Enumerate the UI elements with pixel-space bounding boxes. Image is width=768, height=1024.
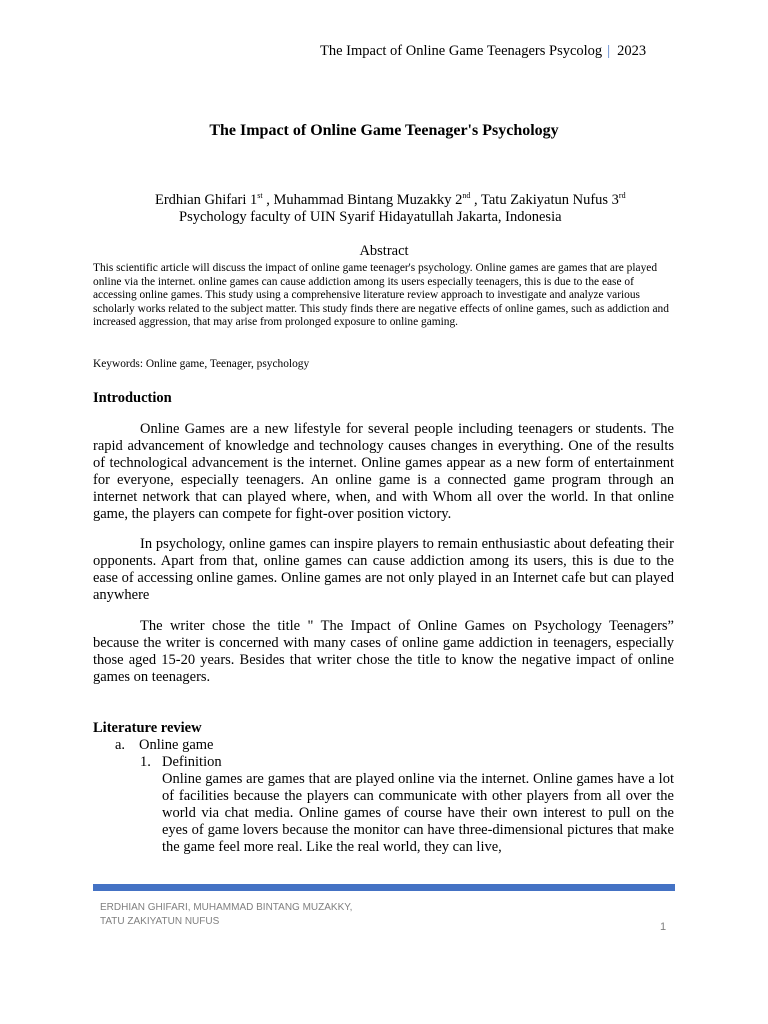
header-separator: | <box>607 43 611 59</box>
author-2-superscript: nd <box>462 191 471 201</box>
author-1: Erdhian Ghifari 1 <box>155 192 258 208</box>
definition-paragraph: Online games are games that are played online via the internet. Online games have a lot of facilities because the players can communicate with other players from all over the world via chat media. Online games of course have their own interest to pull on the eyes of game lovers because the monitor can have three-dimensional pictures that make the game feel more real. Like the real world, they can live, <box>162 771 674 856</box>
list-label-online-game: Online game <box>139 737 214 753</box>
keywords: Keywords: Online game, Teenager, psychology <box>93 358 310 370</box>
affiliation: Psychology faculty of UIN Syarif Hidayatullah Jakarta, Indonesia <box>179 209 562 225</box>
footer-authors-line-1: ERDHIAN GHIFARI, MUHAMMAD BINTANG MUZAKKY, <box>100 902 353 913</box>
literature-review-heading: Literature review <box>93 720 202 736</box>
list-marker-a: a. <box>115 737 126 753</box>
footer-authors <box>100 901 352 929</box>
paper-title: The Impact of Online Game Teenager's Psychology <box>209 122 559 139</box>
intro-paragraph-2: In psychology, online games can inspire players to remain enthusiastic about defeating their opponents. Apart from that, online games can cause addiction among its users, this is due to the ease of accessing online games. Online games are not only played in an Internet cafe but can played anywhere <box>93 536 674 604</box>
list-item-definition <box>140 754 222 771</box>
footer-authors-line-2: TATU ZAKIYATUN NUFUS <box>100 916 220 927</box>
page-number: 1 <box>660 921 667 933</box>
list-marker-1: 1. <box>140 754 151 770</box>
author-3-superscript: rd <box>618 191 626 201</box>
list-item-online-game <box>115 737 214 754</box>
running-header <box>320 43 675 63</box>
list-label-definition: Definition <box>162 754 222 770</box>
abstract-heading: Abstract <box>359 243 409 259</box>
author-list <box>155 192 626 209</box>
header-title: The Impact of Online Game Teenagers Psycolog <box>320 43 603 59</box>
intro-paragraph-3: The writer chose the title " The Impact of Online Games on Psychology Teenagers” because the writer is concerned with many cases of online game addiction in teenagers, especially those aged 15-20 years. Besides that writer chose the title to know the negative impact of online games on teenagers. <box>93 618 674 686</box>
author-2: , Muhammad Bintang Muzakky 2 <box>262 192 463 208</box>
author-3: , Tatu Zakiyatun Nufus 3 <box>470 192 619 208</box>
header-year: 2023 <box>617 43 647 59</box>
intro-paragraph-1: Online Games are a new lifestyle for several people including teenagers or students. The rapid advancement of knowledge and technology causes changes in everything. One of the results of technological advancement is the internet. Online games appear as a new form of entertainment for everyone, especially teenagers. An online game is a connected game program through an internet network that can played where, when, and with Whom all over the world. In that online game, the players can compete for fight-over position victory. <box>93 421 674 523</box>
footer-divider-bar <box>93 884 675 891</box>
author-1-superscript: st <box>257 191 263 201</box>
introduction-heading: Introduction <box>93 390 172 406</box>
abstract-body: This scientific article will discuss the impact of online game teenager's psychology. Online games are games that are played online via the internet. online games can cause addiction among its users especially teenagers, this is due to the ease of accessing online games. This study using a comprehensive literature review approach to investigate and analyze various scholarly works related to the subject matter. This study finds there are negative effects of online games, such as addiction and increased aggression, that may arise from prolonged exposure to online gaming. <box>93 262 669 328</box>
